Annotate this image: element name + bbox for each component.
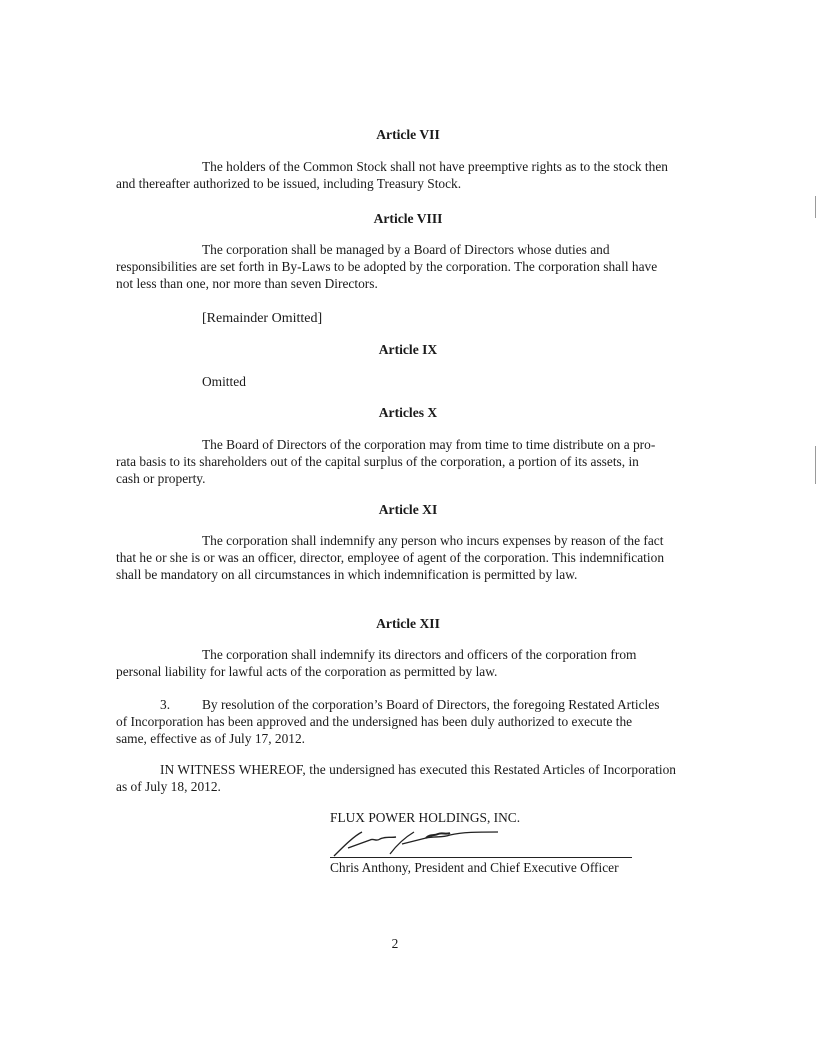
article-vii-heading: Article VII xyxy=(376,127,440,142)
article-x-heading: Articles X xyxy=(378,405,438,420)
article-xi-body: The corporation shall indemnify any person who incurs expenses by reason of the fact that he or she is or was an officer, director, employee of agent of the corporation. This indemnification shall be mandatory on all circumstances in which indemnification is permitted by law. xyxy=(116,533,665,582)
remainder-omitted-note: [Remainder Omitted] xyxy=(202,311,323,326)
resolution-text: By resolution of the corporation’s Board of Directors, the foregoing Restated Articles of Incorporation has been approved and the undersigned has been duly authorized to execute the same, effective as of July 17, 2012. xyxy=(116,697,660,746)
signatory-name-title: Chris Anthony, President and Chief Executive Officer xyxy=(330,860,619,875)
article-viii-heading: Article VIII xyxy=(373,211,443,226)
article-ix-body: Omitted xyxy=(202,374,246,389)
article-viii-body: The corporation shall be managed by a Board of Directors whose duties and responsibilities are set forth in By-Laws to be adopted by the corporation. The corporation shall have not less than one, nor more than seven Directors. xyxy=(116,242,658,291)
witness-paragraph: IN WITNESS WHEREOF, the undersigned has executed this Restated Articles of Incorporation as of July 18, 2012. xyxy=(116,762,676,794)
resolution-paragraph xyxy=(116,696,661,747)
resolution-number: 3. xyxy=(160,697,171,712)
page-number: 2 xyxy=(391,936,399,951)
article-vii-body: The holders of the Common Stock shall not have preemptive rights as to the stock then and thereafter authorized to be issued, including Treasury Stock. xyxy=(116,159,668,191)
company-name: FLUX POWER HOLDINGS, INC. xyxy=(330,810,521,825)
article-xi-heading: Article XI xyxy=(378,502,438,517)
signature-image xyxy=(330,826,530,858)
article-ix-heading: Article IX xyxy=(378,342,438,357)
article-xii-heading: Article XII xyxy=(376,616,440,631)
article-xii-body: The corporation shall indemnify its directors and officers of the corporation from personal liability for lawful acts of the corporation as permitted by law. xyxy=(116,647,637,679)
article-x-body: The Board of Directors of the corporation may from time to time distribute on a pro-rata basis to its shareholders out of the capital surplus of the corporation, a portion of its assets, in cash or property. xyxy=(116,437,656,486)
signature-line xyxy=(330,857,632,858)
